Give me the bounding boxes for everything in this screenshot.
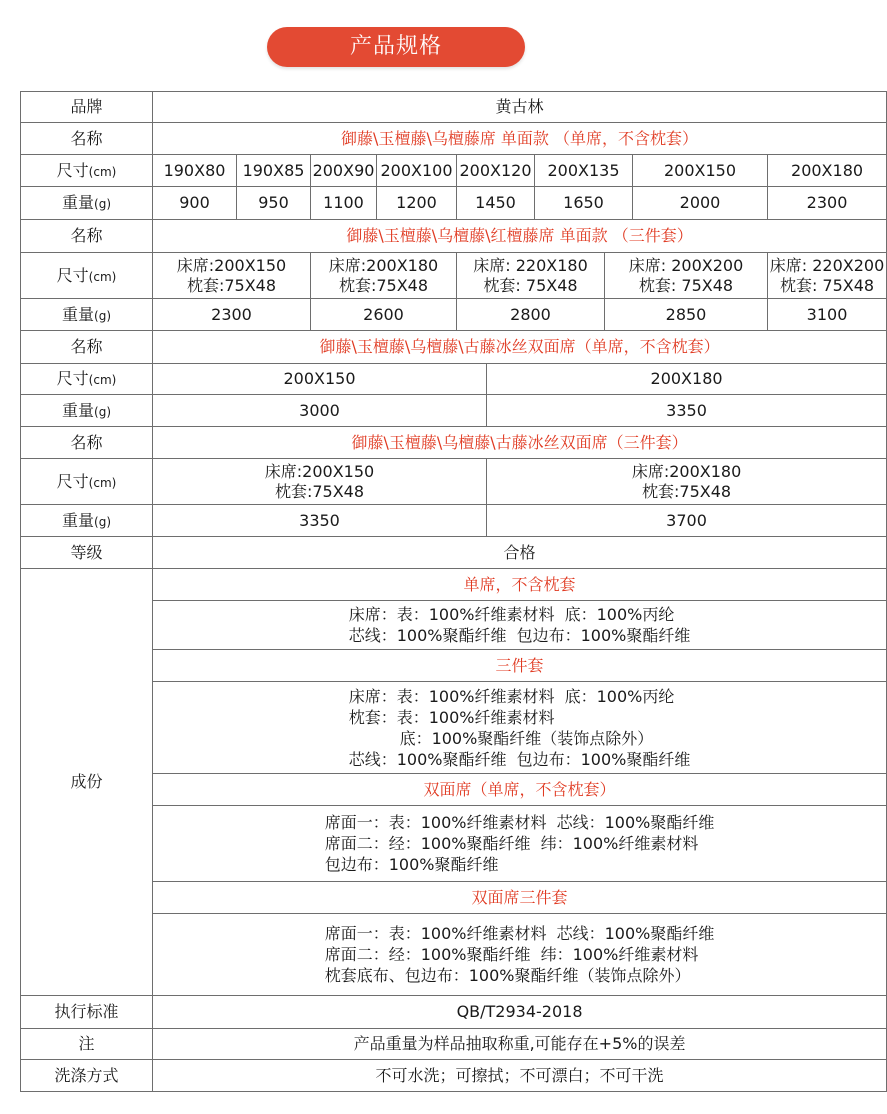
standard-label: 执行标准 <box>21 996 153 1029</box>
size-label: 尺寸(cm) <box>21 155 153 187</box>
size-cell: 200X120 <box>457 155 535 187</box>
composition-label: 成份 <box>21 569 153 996</box>
section2-size-row <box>21 253 887 299</box>
weight-label: 重量(g) <box>21 187 153 220</box>
size-cell: 200X100 <box>377 155 457 187</box>
composition-body: 席面一：表：100%纤维素材料 芯线：100%聚酯纤维 席面二：经：100%聚酯纤维 纬：100%纤维素材料 枕套底布、包边布：100%聚酯纤维（装饰点除外） <box>153 914 887 996</box>
size-cell: 床席: 220X200 枕套: 75X48 <box>768 253 887 299</box>
spec-table <box>20 91 887 1092</box>
washing-row <box>21 1060 887 1092</box>
section3-name-row <box>21 331 887 364</box>
size-cell: 190X80 <box>153 155 237 187</box>
weight-cell: 3100 <box>768 299 887 331</box>
washing-label: 洗涤方式 <box>21 1060 153 1092</box>
grade-row <box>21 537 887 569</box>
size-label: 尺寸(cm) <box>21 253 153 299</box>
weight-cell: 900 <box>153 187 237 220</box>
weight-cell: 950 <box>237 187 311 220</box>
name-label: 名称 <box>21 427 153 459</box>
name-label: 名称 <box>21 331 153 364</box>
section3-size-row <box>21 364 887 395</box>
weight-cell: 2300 <box>768 187 887 220</box>
weight-label: 重量(g) <box>21 505 153 537</box>
weight-cell: 1450 <box>457 187 535 220</box>
size-cell: 床席:200X180 枕套:75X48 <box>311 253 457 299</box>
weight-cell: 1100 <box>311 187 377 220</box>
weight-cell: 3350 <box>153 505 487 537</box>
weight-cell: 2000 <box>633 187 768 220</box>
section1-size-row <box>21 155 887 187</box>
standard-row <box>21 996 887 1029</box>
name-label: 名称 <box>21 123 153 155</box>
section2-weight-row <box>21 299 887 331</box>
weight-label: 重量(g) <box>21 395 153 427</box>
composition-title-row <box>21 569 887 601</box>
composition-title: 三件套 <box>153 650 887 682</box>
grade-value: 合格 <box>153 537 887 569</box>
standard-value: QB/T2934-2018 <box>153 996 887 1029</box>
weight-cell: 2600 <box>311 299 457 331</box>
grade-label: 等级 <box>21 537 153 569</box>
size-cell: 200X90 <box>311 155 377 187</box>
weight-cell: 3350 <box>487 395 887 427</box>
section4-name-row <box>21 427 887 459</box>
weight-cell: 2850 <box>605 299 768 331</box>
section4-name: 御藤\玉檀藤\乌檀藤\古藤冰丝双面席（三件套） <box>153 427 887 459</box>
size-cell: 床席: 220X180 枕套: 75X48 <box>457 253 605 299</box>
size-cell: 200X150 <box>633 155 768 187</box>
section3-name: 御藤\玉檀藤\乌檀藤\古藤冰丝双面席（单席，不含枕套） <box>153 331 887 364</box>
size-cell: 床席:200X180 枕套:75X48 <box>487 459 887 505</box>
section1-name-row <box>21 123 887 155</box>
weight-cell: 1650 <box>535 187 633 220</box>
size-cell: 200X180 <box>487 364 887 395</box>
weight-cell: 1200 <box>377 187 457 220</box>
note-label: 注 <box>21 1029 153 1060</box>
weight-cell: 2300 <box>153 299 311 331</box>
size-cell: 床席:200X150 枕套:75X48 <box>153 253 311 299</box>
composition-body: 床席：表：100%纤维素材料 底：100%丙纶 枕套：表：100%纤维素材料 底：100%聚酯纤维（装饰点除外） 芯线：100%聚酯纤维 包边布：100%聚酯纤维 <box>153 682 887 774</box>
section1-weight-row <box>21 187 887 220</box>
composition-title: 单席，不含枕套 <box>153 569 887 601</box>
section1-name: 御藤\玉檀藤\乌檀藤席 单面款 （单席，不含枕套） <box>153 123 887 155</box>
brand-label: 品牌 <box>21 92 153 123</box>
note-row <box>21 1029 887 1060</box>
section2-name-row <box>21 220 887 253</box>
size-cell: 200X150 <box>153 364 487 395</box>
section4-size-row <box>21 459 887 505</box>
composition-body: 床席：表：100%纤维素材料 底：100%丙纶 芯线：100%聚酯纤维 包边布：100%聚酯纤维 <box>153 601 887 650</box>
size-cell: 190X85 <box>237 155 311 187</box>
size-label: 尺寸(cm) <box>21 459 153 505</box>
name-label: 名称 <box>21 220 153 253</box>
section2-name: 御藤\玉檀藤\乌檀藤\红檀藤席 单面款 （三件套） <box>153 220 887 253</box>
composition-title: 双面席（单席，不含枕套） <box>153 774 887 806</box>
brand-row <box>21 92 887 123</box>
composition-title: 双面席三件套 <box>153 882 887 914</box>
size-cell: 200X180 <box>768 155 887 187</box>
size-cell: 床席: 200X200 枕套: 75X48 <box>605 253 768 299</box>
washing-value: 不可水洗；可擦拭；不可漂白；不可干洗 <box>153 1060 887 1092</box>
section3-weight-row <box>21 395 887 427</box>
weight-cell: 2800 <box>457 299 605 331</box>
section4-weight-row <box>21 505 887 537</box>
size-cell: 床席:200X150 枕套:75X48 <box>153 459 487 505</box>
note-value: 产品重量为样品抽取称重,可能存在+5%的误差 <box>153 1029 887 1060</box>
page-title: 产品规格 <box>267 27 525 67</box>
weight-cell: 3000 <box>153 395 487 427</box>
size-label: 尺寸(cm) <box>21 364 153 395</box>
composition-body: 席面一：表：100%纤维素材料 芯线：100%聚酯纤维 席面二：经：100%聚酯纤维 纬：100%纤维素材料 包边布：100%聚酯纤维 <box>153 806 887 882</box>
size-cell: 200X135 <box>535 155 633 187</box>
brand-value: 黄古林 <box>153 92 887 123</box>
weight-cell: 3700 <box>487 505 887 537</box>
weight-label: 重量(g) <box>21 299 153 331</box>
